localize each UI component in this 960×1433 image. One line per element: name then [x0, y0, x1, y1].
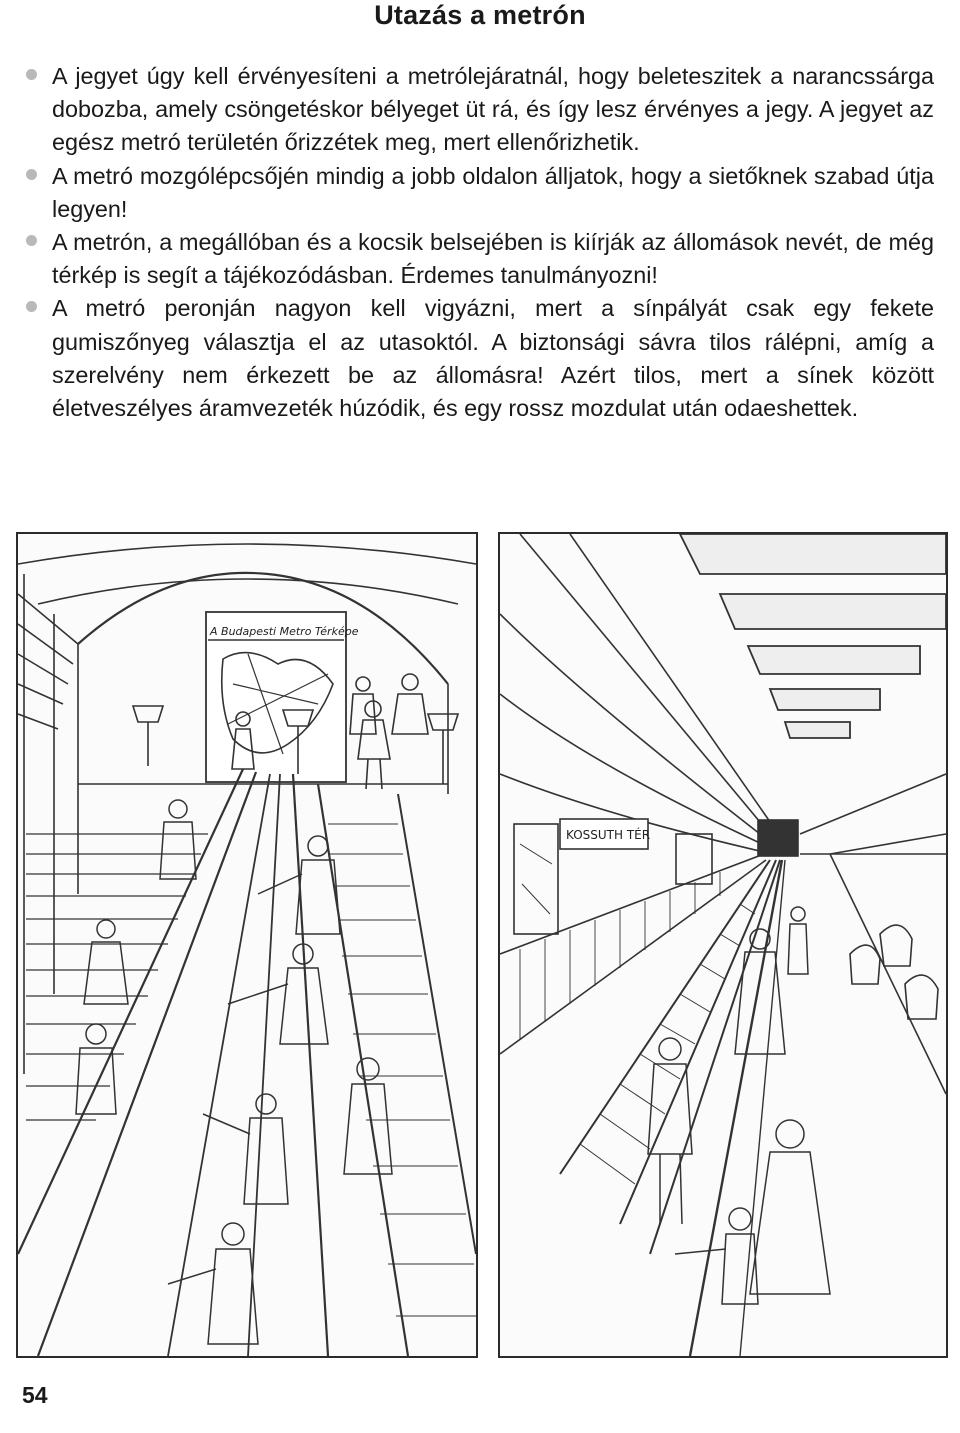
rule-text: A metrón, a megállóban és a kocsik belsejében is kiírják az állomások nevét, de még térkép is segít a tájékozódásban. Érdemes tanulmányozni! — [52, 229, 934, 289]
rule-item — [22, 226, 934, 292]
escalator-illustration — [16, 532, 478, 1358]
map-sign: A Budapesti Metro Térképe — [210, 625, 359, 638]
bullet-icon — [26, 69, 37, 80]
page-number: 54 — [22, 1382, 48, 1408]
platform-illustration — [498, 532, 948, 1358]
page-title: Utazás a metrón — [374, 0, 586, 30]
rule-item — [22, 60, 934, 160]
rule-item — [22, 292, 934, 425]
rule-text: A metró mozgólépcsőjén mindig a jobb oldalon álljatok, hogy a sietőknek szabad útja legyen! — [52, 162, 934, 222]
bullet-icon — [26, 235, 37, 246]
rule-item — [22, 160, 934, 226]
bullet-icon — [26, 301, 37, 312]
station-sign: KOSSUTH TÉR — [566, 828, 651, 842]
rules-list — [22, 60, 934, 425]
rule-text: A jegyet úgy kell érvényesíteni a metrólejáratnál, hogy beleteszitek a narancssárga dobozba, amely csöngetéskor bélyeget üt rá, és így lesz érvényes a jegy. A jegyet az egész metró területén őrizzétek meg, mert ellenőrizhetik. — [52, 63, 934, 156]
rule-text: A metró peronján nagyon kell vigyázni, mert a sínpályát csak egy fekete gumiszőnyeg választja el az utasoktól. A biztonsági sávra tilos rálépni, amíg a szerelvény nem érkezett be az állomásra! Azért tilos, mert a sínek között életveszélyes áramvezeték húzódik, és egy rossz mozdulat után odaeshettek. — [52, 295, 934, 422]
bullet-icon — [26, 169, 37, 180]
